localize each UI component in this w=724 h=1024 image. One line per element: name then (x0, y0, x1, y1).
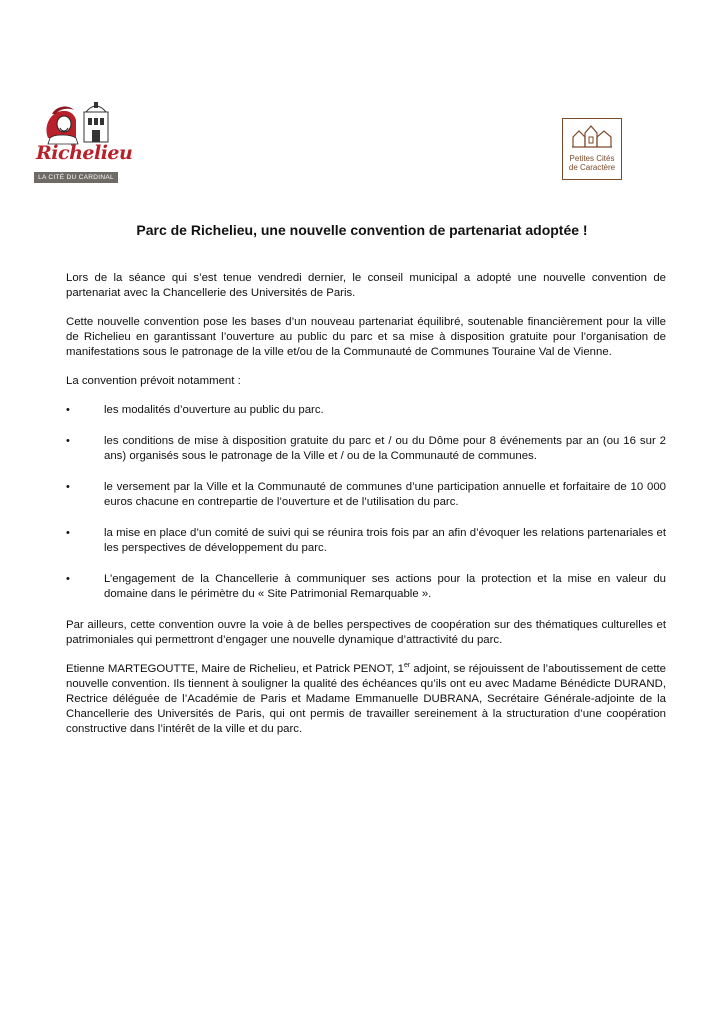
petites-cites-line2: de Caractère (568, 163, 616, 172)
bullet-icon: • (66, 573, 70, 585)
list-item: • les conditions de mise à disposition gratuite du parc et / ou du Dôme pour 8 événements par an (ou 16 sur 2 ans) organisés sous le patronage de la Ville et / ou de la Communauté de communes. (66, 435, 666, 462)
richelieu-script-text: Richelieu (36, 142, 133, 164)
bullet-icon: • (66, 527, 70, 539)
list-item: • la mise en place d’un comité de suivi qui se réunira trois fois par an afin d’évoquer les relations partenariales et les perspectives de développement du parc. (66, 527, 666, 554)
richelieu-tagline: LA CITÉ DU CARDINAL (34, 172, 118, 183)
list-item: • les modalités d’ouverture au public du parc. (66, 404, 324, 416)
bullet-icon: • (66, 435, 70, 447)
list-item: • le versement par la Ville et la Communauté de communes d’une participation annuelle et forfaitaire de 10 000 euros chacune en contrepartie de l’ouverture et de l’utilisation du parc. (66, 481, 666, 508)
paragraph-cooperation: Par ailleurs, cette convention ouvre la voie à de belles perspectives de coopération sur des thématiques culturelles et patrimoniales qui permettront d’engager une nouvelle dynamique d’attractivité du parc. (66, 619, 666, 646)
paragraph-officials: Etienne MARTEGOUTTE, Maire de Richelieu, et Patrick PENOT, 1er adjoint, se réjouissent de l’aboutissement de cette nouvelle convention. Ils tiennent à souligner la qualité des échéances qu’ils ont eu avec Madame Bénédicte DURAND, Rectrice déléguée de l’Académie de Paris et Madame Emmanuelle DUBRANA, Secrétaire Générale-adjointe de la Chancellerie des Universités de Paris, qui ont permis de travailler sereinement à la structuration d’une coopération constructive dans l’intérêt de la ville et du parc. (66, 662, 666, 735)
document-title: Parc de Richelieu, une nouvelle convention de partenariat adoptée ! (136, 222, 588, 238)
paragraph-intro-session: Lors de la séance qui s’est tenue vendredi dernier, le conseil municipal a adopté une nouvelle convention de partenariat avec la Chancellerie des Universités de Paris. (66, 272, 666, 299)
village-rooftops-icon (571, 123, 613, 149)
bullet-icon: • (66, 481, 70, 493)
paragraph-convention-basis: Cette nouvelle convention pose les bases d’un nouveau partenariat équilibré, soutenable financièrement pour la ville de Richelieu en garantissant l’ouverture au public du parc et sa mise à disposition gratuite pour l’organisation de manifestations sous le patronage de la ville et/ou de la Communauté de Communes Touraine Val de Vienne. (66, 316, 666, 358)
bullet-icon: • (66, 404, 70, 416)
petites-cites-line1: Petites Cités (569, 154, 615, 163)
richelieu-logo (30, 98, 133, 188)
bullet-list (66, 403, 666, 602)
list-item: • L’engagement de la Chancellerie à communiquer ses actions pour la protection et la mise en valeur du domaine dans le périmètre du « Site Patrimonial Remarquable ». (66, 573, 666, 600)
document-body (66, 271, 666, 751)
bullet-list-intro: La convention prévoit notamment : (66, 375, 241, 387)
petites-cites-logo (562, 118, 622, 180)
